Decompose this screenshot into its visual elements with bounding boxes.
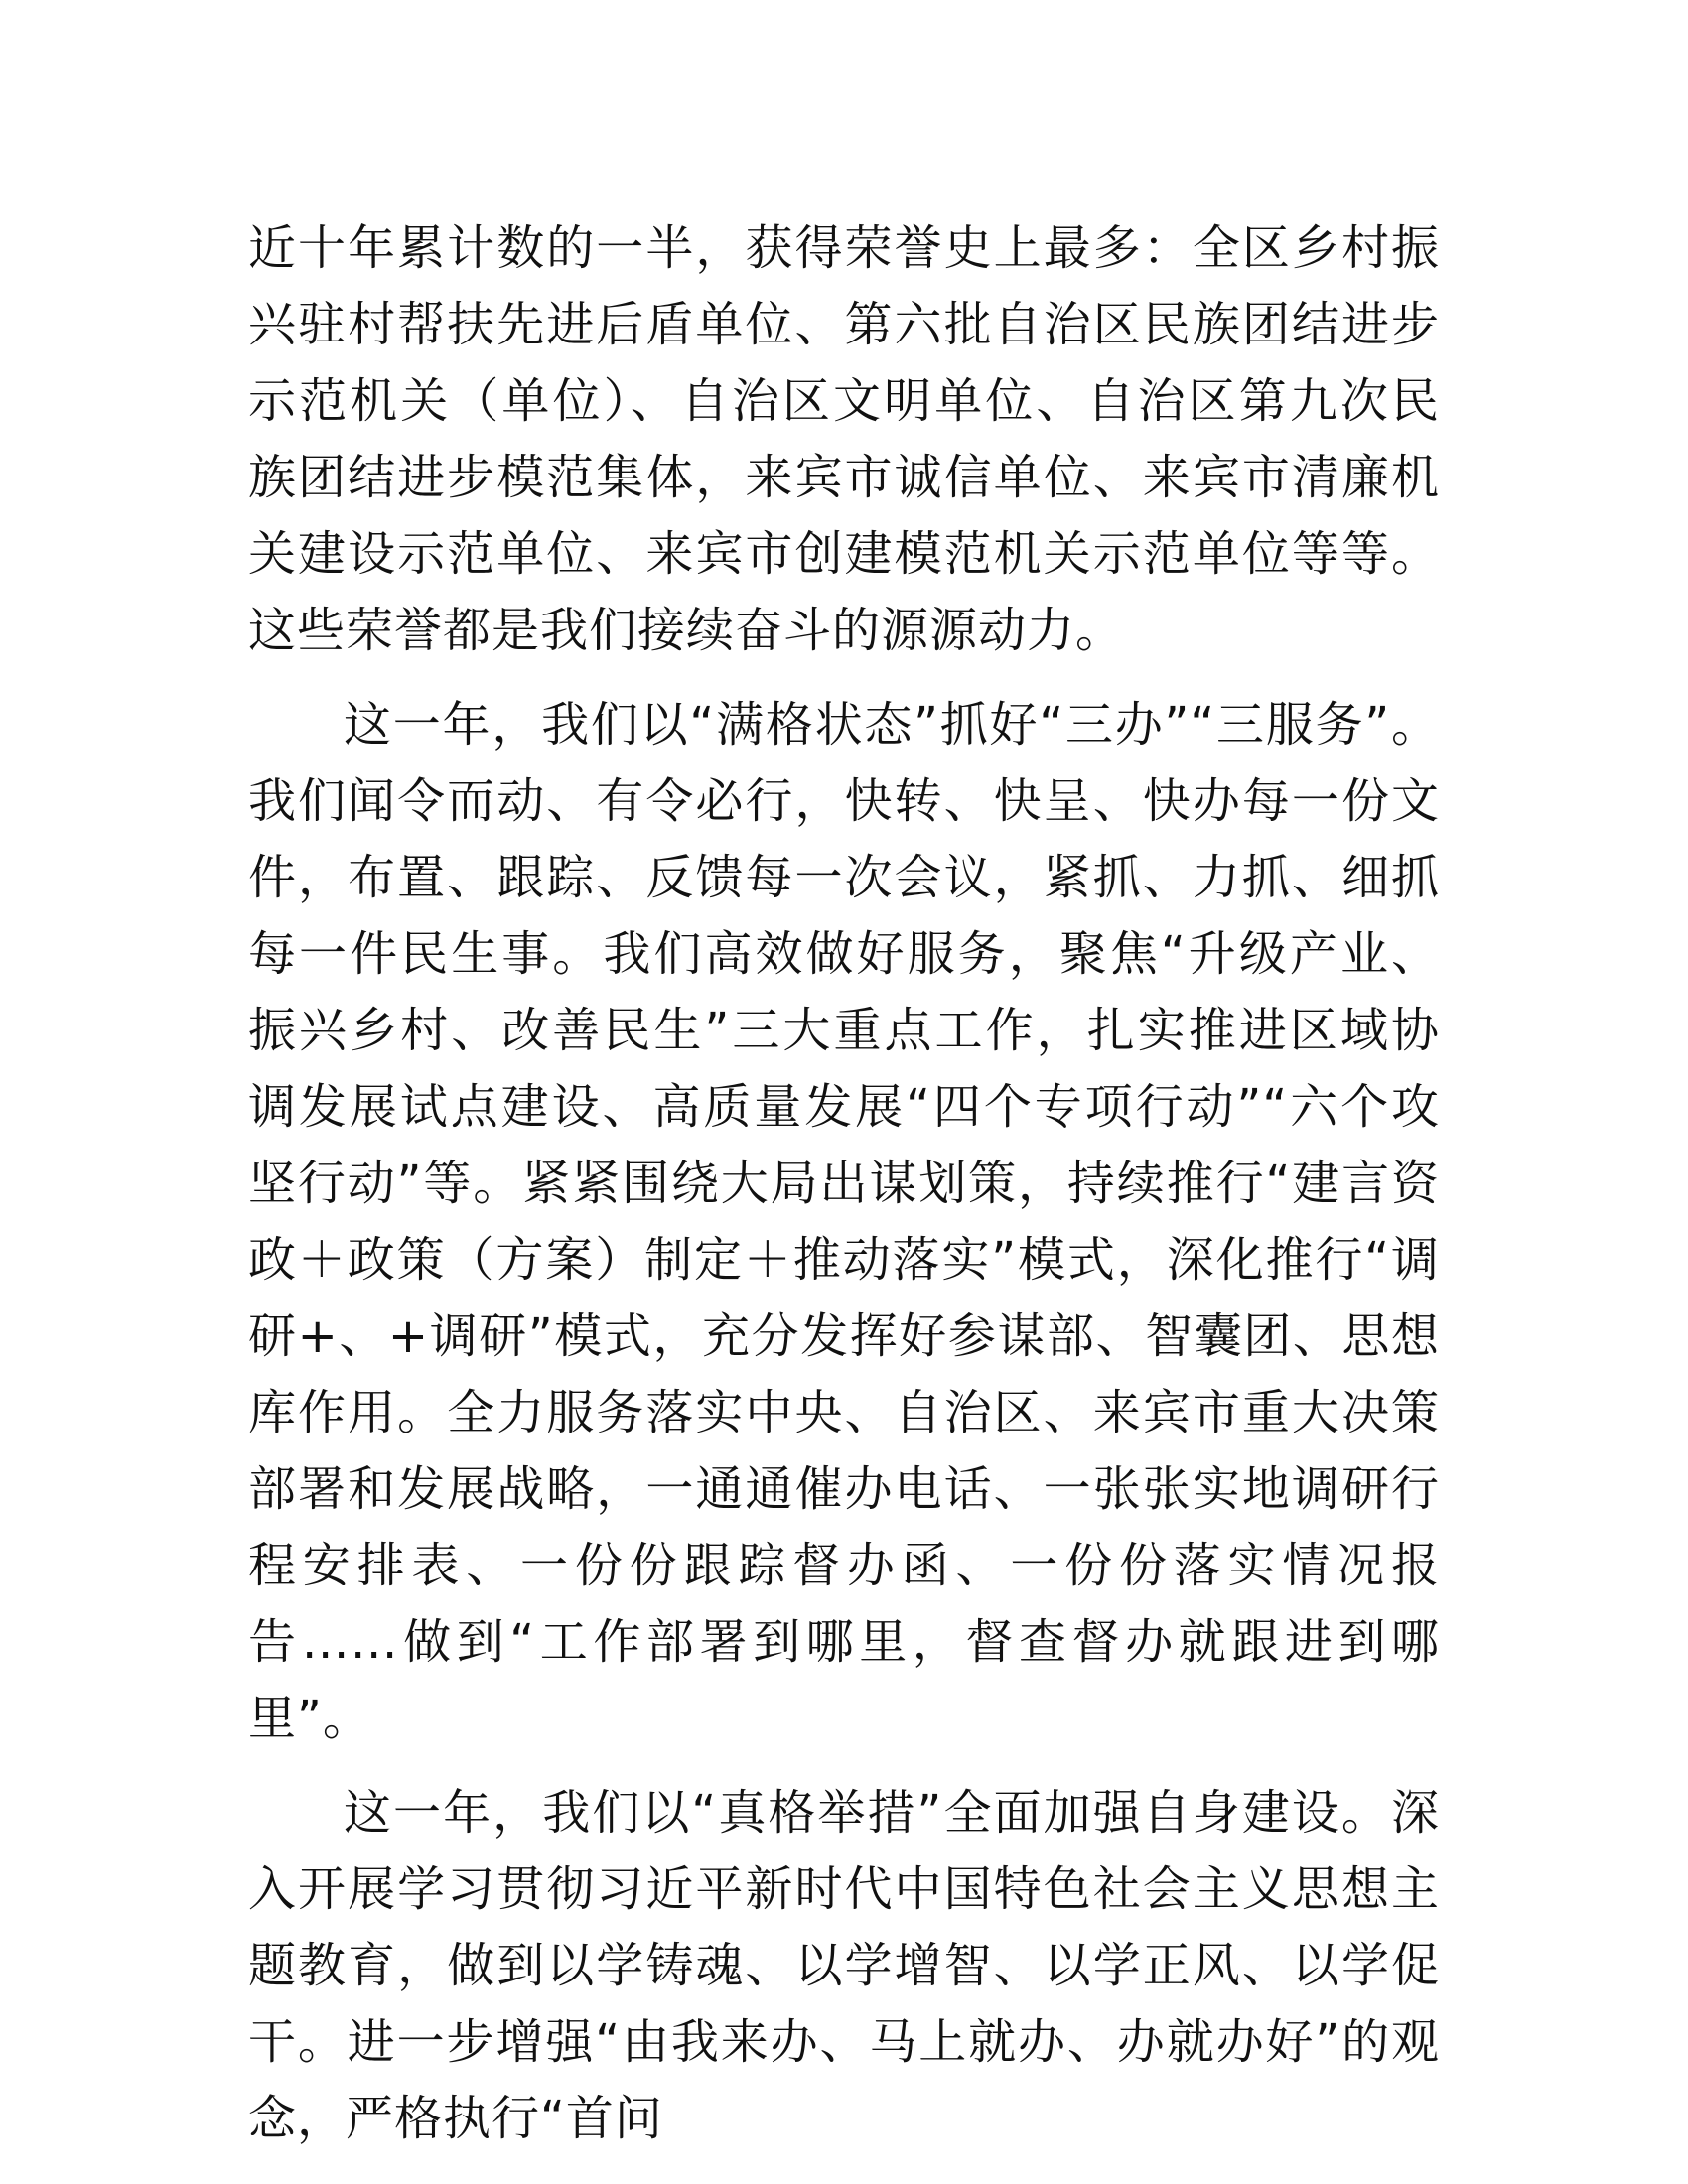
paragraph-self-building: 这一年，我们以“真格举措”全面加强自身建设。深入开展学习贯彻习近平新时代中国特色社会主义思想主题教育，做到以学铸魂、以学增智、以学正风、以学促干。进一步增强“由我来办、马上就办、办就办好”的观念，严格执行“首问 <box>248 1785 1440 2146</box>
paragraph-service: 这一年，我们以“满格状态”抓好“三办”“三服务”。我们闻令而动、有令必行，快转、快呈、快办每一份文件，布置、跟踪、反馈每一次会议，紧抓、力抓、细抓每一件民生事。我们高效做好服务，聚焦“升级产业、振兴乡村、改善民生”三大重点工作，扎实推进区域协调发展试点建设、高质量发展“四个专项行动”“六个攻坚行动”等。紧紧围绕大局出谋划策，持续推行“建言资政＋政策（方案）制定＋推动落实”模式，深化推行“调研+、+调研”模式，充分发挥好参谋部、智囊团、思想库作用。全力服务落实中央、自治区、来宾市重大决策部署和发展战略，一通通催办电话、一张张实地调研行程安排表、一份份跟踪督办函、一份份落实情况报告……做到“工作部署到哪里，督查督办就跟进到哪里”。 <box>248 697 1440 1746</box>
paragraph-honors: 近十年累计数的一半，获得荣誉史上最多：全区乡村振兴驻村帮扶先进后盾单位、第六批自治区民族团结进步示范机关（单位）、自治区文明单位、自治区第九次民族团结进步模范集体，来宾市诚信单位、来宾市清廉机关建设示范单位、来宾市创建模范机关示范单位等等。这些荣誉都是我们接续奋斗的源源动力。 <box>248 220 1440 658</box>
body-text <box>248 210 1440 2175</box>
